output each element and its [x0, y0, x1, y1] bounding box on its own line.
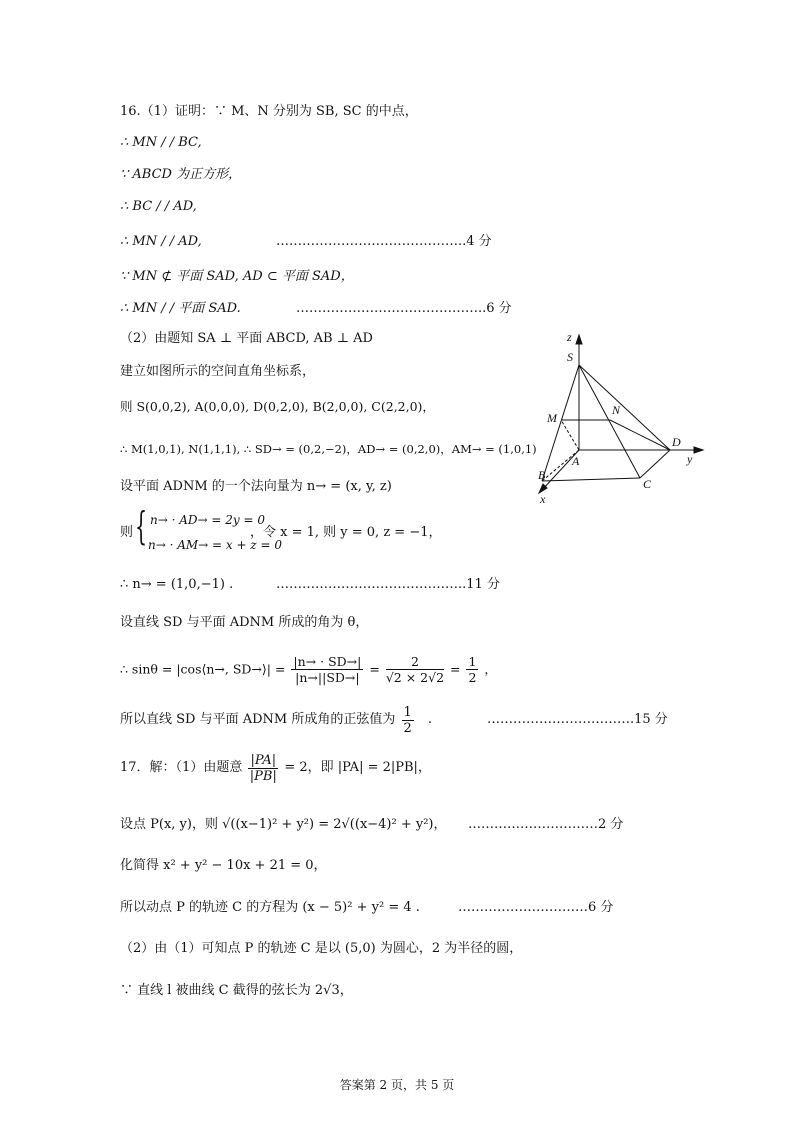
p17-fraction-den: |PB|	[249, 768, 277, 784]
score-6: ……………………………………..6 分	[296, 301, 512, 316]
sin-fraction-2-num: 2	[386, 654, 444, 670]
sin-fraction-2	[386, 654, 444, 685]
sin-eq-2: =	[450, 661, 461, 677]
label-M: M	[547, 411, 557, 425]
system-row-2: n→ · AM→ = x + z = 0	[148, 538, 283, 552]
conclusion-text: 所以直线 SD 与平面 ADNM 所成角的正弦值为	[120, 712, 396, 727]
edge-AM-hidden	[561, 420, 579, 450]
line-17-6: ∵ 直线 l 被曲线 C 截得的弦长为 2√3，	[120, 983, 353, 998]
y-arrow	[694, 447, 703, 453]
sin-fraction-1-num: |n→ · SD→|	[293, 654, 362, 669]
sin-fraction-1	[291, 654, 363, 685]
score-11: ……………………………………..11 分	[276, 577, 500, 592]
edge-SD	[579, 365, 670, 450]
sin-formula	[120, 647, 497, 691]
label-z: z	[567, 330, 572, 344]
line-16-7: ∴ MN / / 平面 SAD.	[120, 301, 241, 316]
sin-fraction-1-den: |n→||SD→|	[295, 670, 360, 685]
sin-fraction-2-den: √2 × 2√2	[385, 670, 445, 685]
sin-fraction-3-den: 2	[468, 670, 477, 685]
line-17-1	[120, 750, 431, 786]
label-B: B	[538, 468, 546, 482]
conclusion-fraction	[402, 705, 414, 736]
label-y: y	[687, 452, 693, 466]
line-16-9: 建立如图所示的空间直角坐标系，	[120, 364, 316, 379]
line-16-5: ∴ MN / / AD,	[120, 234, 202, 249]
line-16-2: ∴ MN / / BC,	[120, 135, 202, 150]
line-16-8: （2）由题知 SA ⊥ 平面 ABCD, AB ⊥ AD	[120, 331, 373, 346]
label-C: C	[643, 477, 652, 491]
system-row-1: n→ · AD→ = 2y = 0	[150, 513, 265, 527]
edge-SC	[579, 365, 640, 478]
line-17-2: 设点 P(x, y)，则 √((x−1)² + y²) = 2√((x−4)² + y²)，	[120, 817, 447, 832]
sin-end: ，	[484, 661, 497, 677]
p17-fraction	[248, 753, 278, 784]
line-16-10: 则 S(0,0,2), A(0,0,0), D(0,2,0), B(2,0,0), C(2,2,0)，	[120, 399, 435, 414]
sin-eq-1: =	[369, 661, 380, 677]
label-N: N	[612, 403, 621, 417]
line-16-3: ∵ ABCD 为正方形，	[120, 167, 242, 182]
edge-ND	[610, 420, 670, 450]
z-arrow	[576, 335, 582, 344]
system-suffix: ，令 x = 1, 则 y = 0, z = −1，	[250, 525, 442, 540]
score-6b: …………………………6 分	[458, 900, 614, 915]
pyramid-figure	[520, 325, 710, 505]
p17-prefix: 17．解：（1）由题意	[120, 760, 243, 775]
label-A: A	[572, 454, 580, 468]
line-16-14: ∴ n→ = (1,0,−1) .	[120, 577, 234, 592]
score-15: …………………………….15 分	[487, 712, 668, 727]
line-16-11: ∴ M(1,0,1), N(1,1,1), ∴ SD→ = (0,2,−2)，AD→ = (0,2,0)，AM→ = (1,0,1)	[120, 442, 537, 456]
line-17-5: （2）由（1）可知点 P 的轨迹 C 是以 (5,0) 为圆心，2 为半径的圆，	[120, 941, 523, 956]
p17-fraction-num: |PA|	[250, 752, 277, 768]
system-brace: {	[135, 504, 148, 548]
line-16-1: 16.（1）证明：∵ M、N 分别为 SB, SC 的中点，	[120, 104, 418, 119]
line-16-17	[120, 702, 432, 738]
label-S: S	[567, 350, 573, 364]
edge-CD	[640, 450, 670, 478]
label-x: x	[540, 492, 546, 505]
sin-prefix: ∴ sinθ = |cos⟨n→, SD→⟩| =	[120, 661, 286, 677]
score-4: ……………………………………..4 分	[276, 234, 492, 249]
sin-fraction-3-num: 1	[468, 654, 477, 669]
conclusion-fraction-den: 2	[403, 720, 412, 736]
conclusion-fraction-num: 1	[403, 704, 412, 720]
label-D: D	[672, 435, 681, 449]
page-footer: 答案第 2 页，共 5 页	[339, 1078, 455, 1092]
score-2: …………………………2 分	[468, 817, 624, 832]
sin-fraction-3	[466, 654, 478, 685]
line-17-3: 化简得 x² + y² − 10x + 21 = 0，	[120, 858, 327, 873]
line-16-6: ∵ MN ⊄ 平面 SAD, AD ⊂ 平面 SAD，	[120, 269, 354, 284]
edge-BC	[542, 478, 640, 481]
conclusion-dot: .	[427, 712, 433, 727]
line-16-12: 设平面 ADNM 的一个法向量为 n→ = (x, y, z)	[120, 479, 392, 494]
line-17-4: 所以动点 P 的轨迹 C 的方程为 (x − 5)² + y² = 4 .	[120, 900, 420, 915]
p17-suffix: = 2，即 |PA| = 2|PB|，	[284, 760, 431, 775]
line-16-4: ∴ BC / / AD,	[120, 199, 197, 214]
system-prefix: 则	[120, 525, 134, 540]
line-16-15: 设直线 SD 与平面 ADNM 所成的角为 θ，	[120, 615, 369, 630]
